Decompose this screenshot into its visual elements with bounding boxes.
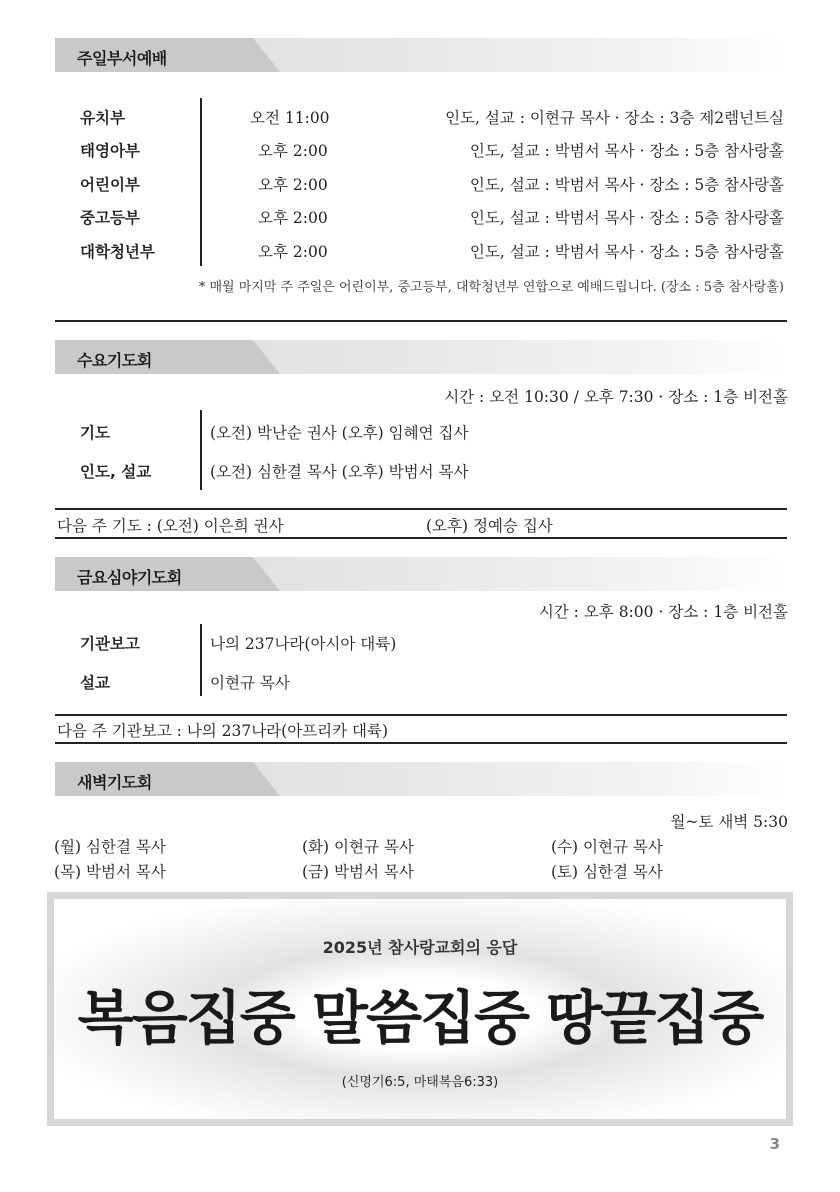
dept-label: 유치부 bbox=[80, 109, 125, 127]
service-time: 오후 2:00 bbox=[258, 176, 328, 194]
dawn-item: (화) 이현규 목사 bbox=[302, 838, 414, 856]
role-value: 나의 237나라(아시아 대륙) bbox=[210, 635, 397, 653]
dawn-schedule: 월~토 새벽 5:30 bbox=[670, 813, 788, 831]
role-label: 인도, 설교 bbox=[80, 463, 152, 481]
service-info: 인도, 설교 : 박범서 목사 · 장소 : 5층 참사랑홀 bbox=[469, 142, 784, 160]
service-time: 오후 2:00 bbox=[258, 243, 328, 261]
dawn-item: (수) 이현규 목사 bbox=[551, 838, 663, 856]
role-label: 기도 bbox=[80, 424, 110, 442]
divider bbox=[200, 410, 202, 490]
section-divider bbox=[55, 537, 787, 539]
role-value: (오전) 심한결 목사 (오후) 박범서 목사 bbox=[210, 463, 469, 481]
section-header-wednesday bbox=[55, 340, 787, 374]
service-info: 인도, 설교 : 박범서 목사 · 장소 : 5층 참사랑홀 bbox=[469, 243, 784, 261]
section-divider bbox=[55, 320, 787, 322]
friday-schedule: 시간 : 오후 8:00 · 장소 : 1층 비전홀 bbox=[538, 603, 788, 621]
role-value: (오전) 박난순 권사 (오후) 임혜연 집사 bbox=[210, 424, 469, 442]
dept-label: 대학청년부 bbox=[80, 243, 155, 261]
banner-headline: 복음집중 말씀집중 땅끝집중 bbox=[77, 984, 763, 1052]
dawn-item: (토) 심한결 목사 bbox=[551, 863, 663, 881]
service-info: 인도, 설교 : 박범서 목사 · 장소 : 5층 참사랑홀 bbox=[469, 176, 784, 194]
section-title: 새벽기도회 bbox=[77, 773, 152, 792]
theme-banner bbox=[47, 892, 793, 1126]
section-divider bbox=[55, 714, 787, 716]
wednesday-next-am: 다음 주 기도 : (오전) 이은희 권사 bbox=[57, 517, 284, 535]
role-label: 기관보고 bbox=[80, 635, 140, 653]
service-time: 오후 2:00 bbox=[258, 142, 328, 160]
divider bbox=[200, 98, 202, 266]
friday-next: 다음 주 기관보고 : 나의 237나라(아프리카 대륙) bbox=[57, 722, 389, 740]
section-title: 주일부서예배 bbox=[77, 49, 167, 68]
service-time: 오후 2:00 bbox=[258, 209, 328, 227]
role-label: 설교 bbox=[80, 674, 110, 692]
section-divider bbox=[55, 508, 787, 510]
wednesday-next-pm: (오후) 정예승 집사 bbox=[426, 517, 553, 535]
dawn-item: (월) 심한결 목사 bbox=[54, 838, 166, 856]
section-title: 금요심야기도회 bbox=[77, 568, 182, 587]
banner-subtitle: 2025년 참사랑교회의 응답 bbox=[322, 938, 518, 957]
sunday-note: * 매월 마지막 주 주일은 어린이부, 중고등부, 대학청년부 연합으로 예배드립니다. (장소 : 5층 참사랑홀) bbox=[198, 280, 784, 295]
service-info: 인도, 설교 : 이현규 목사 · 장소 : 3층 제2렘넌트실 bbox=[445, 109, 784, 127]
service-info: 인도, 설교 : 박범서 목사 · 장소 : 5층 참사랑홀 bbox=[469, 209, 784, 227]
banner-reference: (신명기6:5, 마태복음6:33) bbox=[341, 1075, 499, 1090]
section-header-sunday bbox=[55, 38, 787, 72]
dawn-item: (목) 박범서 목사 bbox=[54, 863, 166, 881]
section-title: 수요기도회 bbox=[77, 351, 152, 370]
dept-label: 태영아부 bbox=[80, 142, 140, 160]
page-number: 3 bbox=[769, 1135, 780, 1153]
divider bbox=[200, 624, 202, 696]
dawn-item: (금) 박범서 목사 bbox=[302, 863, 414, 881]
wednesday-schedule: 시간 : 오전 10:30 / 오후 7:30 · 장소 : 1층 비전홀 bbox=[444, 388, 788, 406]
role-value: 이현규 목사 bbox=[210, 674, 290, 692]
dept-label: 어린이부 bbox=[80, 176, 140, 194]
section-header-dawn bbox=[55, 762, 787, 796]
section-divider bbox=[55, 742, 787, 744]
section-header-friday bbox=[55, 557, 787, 591]
dept-label: 중고등부 bbox=[80, 209, 140, 227]
service-time: 오전 11:00 bbox=[250, 109, 330, 127]
